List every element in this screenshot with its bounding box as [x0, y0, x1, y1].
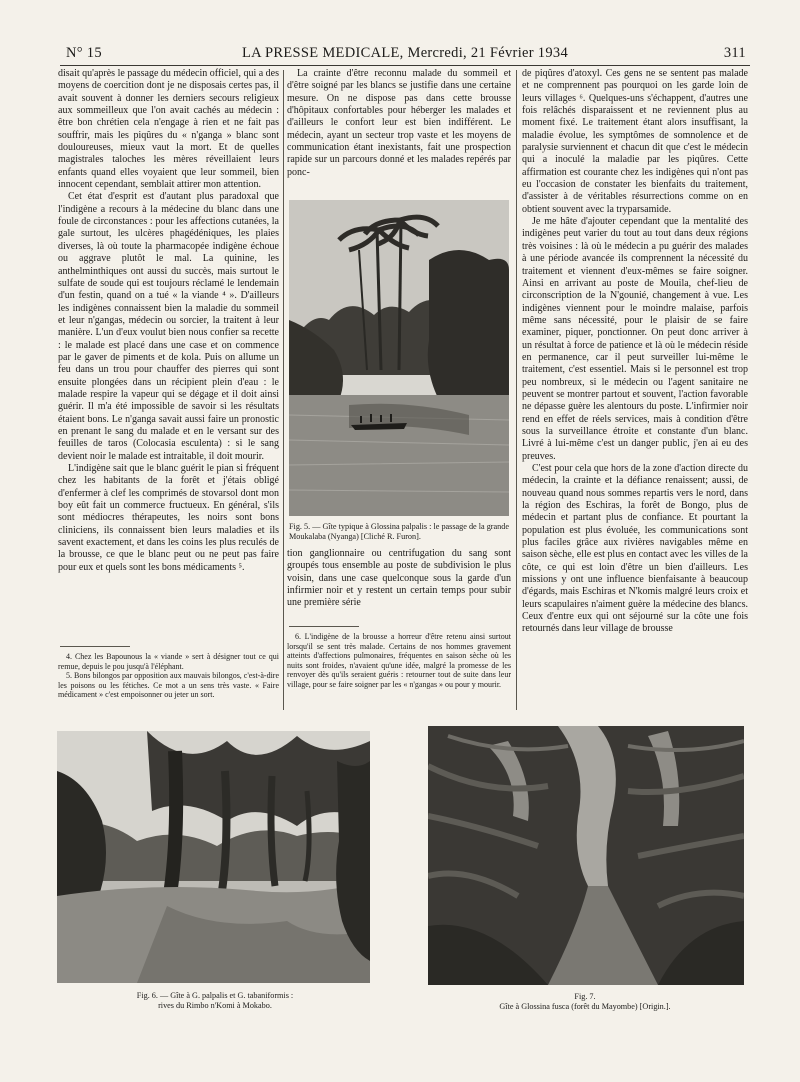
text-column-1 — [58, 68, 279, 574]
footnotes-column-1 — [58, 652, 279, 700]
figure-6-caption — [90, 991, 340, 1011]
riverbank-photo-image — [57, 731, 370, 983]
caption-line: Fig. 7. — [574, 992, 596, 1001]
forest-photo-image — [428, 726, 744, 985]
column-divider — [516, 70, 517, 710]
paragraph: L'indigène sait que le blanc guérit le pian si fréquent chez les habitants de la forêt et j'étais obligé d'enfermer à clef les comprimés de stovarsol dont mon boy eût fait un commerce fructueux. En général, s'ils sont médiocres thérapeutes, les noirs sont bons cliniciens, ils connaissent bien leurs maladies et ils savent exactement, et dans les coins les plus reculés de la brousse, ce que le blanc peut ou ne peut pas faire pour eux et quels sont les bons médicaments ⁵. — [58, 463, 279, 573]
paragraph: de piqûres d'atoxyl. Ces gens ne se sentent pas malade et ne comprennent pas pourquoi on les garde loin de leurs villages ⁶. Quelques-uns s'échappent, d'autres une fois relâchés disparaissent et ne reviennent plus au moment fixé. Le traitement étant alors insuffisant, la maladie évolue, les symptômes de somnolence et de paralysie surviennent et chacun dit que c'est le médecin qui a inoculé la maladie par les piqûres. Cette affirmation est courante chez les indigènes qui n'ont pas eu l'occasion de constater les bienfaits du traitement, d'assister à de véritables résurrections comme on en obtient souvent avec la tryparsamide. — [522, 68, 748, 215]
caption-line: Gîte à Glossina fusca (forêt du Mayombe) [Origin.]. — [499, 1002, 671, 1011]
paragraph: C'est pour cela que hors de la zone d'action directe du médecin, la crainte et la défiance renaissent; aussi, de nouveau quand nous sommes repartis vers le nord, dans la région des Eschiras, la forêt de Bongo, plus de médecin et partant plus de confiance. Et pourtant la population est plus évoluée, les communications sont plus faciles grâce aux rivières navigables même en saison sèche, elle est plus en contact avec les villes de la côte, ce qui est loin d'être un bien d'ailleurs. Les missions y ont une influence bienfaisante à beaucoup d'égards, mais Eschiras et N'komis malgré leurs croix et leurs scapulaires n'aiment guère la médecine des blancs. Ceux d'entre eux qui ont séjourné sur la côte une fois retournés dans leur village de brousse — [522, 463, 748, 635]
footnote-rule — [289, 626, 359, 627]
caption-line: Fig. 6. — Gîte à G. palpalis et G. tabaniformis : — [136, 991, 294, 1000]
caption-line: rives du Rimbo n'Komi à Mokabo. — [158, 1001, 272, 1010]
footnote: 5. Bons bilongos par opposition aux mauvais bilongos, c'est-à-dire les poisons ou les fétiches. Ce mot a un sens très vaste. « Faire médicament » c'est empoisonner ou jeter un sort. — [58, 671, 279, 700]
paragraph: disait qu'après le passage du médecin officiel, qui a des moyens de coercition dont je ne disposais certes pas, il avait souvent à donner les derniers secours religieux aux sommeilleux que l'on avait cachés au médecin : être bon chrétien cela n'engage à rien et ne fait pas souffrir, mais les piqûres du « n'ganga » blanc sont douloureuses, mieux vaut la mort. Et de quelles magistrales taloches les mères réveillaient leurs enfants quand elles voyaient que leur sommeil, bien innocent cependant, semblait attirer mon attention. — [58, 68, 279, 191]
text-column-2-bottom — [287, 548, 511, 610]
footnote-rule — [60, 646, 130, 647]
footnote: 4. Chez les Bapounous la « viande » sert à désigner tout ce qui remue, depuis le pou jusqu'à l'éléphant. — [58, 652, 279, 671]
text-column-3 — [522, 68, 748, 636]
figure-7-caption — [450, 992, 720, 1012]
text-column-2-top — [287, 68, 511, 179]
figure-5-caption: Fig. 5. — Gîte typique à Glossina palpalis : le passage de la grande Moukalaba (Nyanga) [Cliché R. Furon]. — [289, 522, 509, 541]
figure-5-river-photo — [289, 200, 509, 516]
river-photo-image — [289, 200, 509, 516]
page-header — [60, 44, 750, 66]
paragraph: Je me hâte d'ajouter cependant que la mentalité des indigènes peut varier du tout au tout dans deux régions très voisines : là où le médecin a pu guérir des malades à une période avancée ils comprennent la nécessité du traitement et viennent d'eux-mêmes se faire soigner. Ainsi en arrivant au poste de Mouila, chef-lieu de circonscription de la N'gounié, changement à vue. Les indigènes viennent pour le moindre malaise, parfois même sans nécessité, pour le plaisir de se faire examiner, piquer, ponctionner. On peut donc arriver à un résultat à force de patience et là où le médecin réside en permanence, car il peut surveiller lui-même le traitement, c'est essentiel. Mais si le personnel est trop peu nombreux, si le médecin ou l'agent sanitaire ne peuvent se montrer partout et souvent, l'action favorable ne dépasse guère les alentours du poste. L'infirmier noir rend en effet de réels services, mais à condition d'être sous la surveillance étroite et constante d'un blanc. Livré à lui-même c'est un danger public, j'en ai eu des preuves. — [522, 216, 748, 462]
column-divider — [283, 70, 284, 710]
journal-title: LA PRESSE MEDICALE, Mercredi, 21 Février 1934 — [241, 45, 569, 61]
paragraph: La crainte d'être reconnu malade du sommeil et d'être soigné par les blancs se justifie dans une certaine mesure. On ne dispose pas dans cette brousse d'hôpitaux confortables pour héberger les malades et d'ailleurs le confort leur est bien indifférent. Le médecin, ayant un secteur trop vaste et les moyens de communication étant inexistants, fait une prospection rapide sur un parcours donné et les malades repérés par ponc- — [287, 68, 511, 178]
page-number: 311 — [723, 45, 746, 61]
footnote: 6. L'indigène de la brousse a horreur d'être retenu ainsi surtout lorsqu'il se sent très malade. Certains de nos hommes gravement atteints d'affections pulmonaires, fréquentes en saison sèche où les nuits sont froides, n'avaient qu'une idée, malgré la promesse de les renvoyer dès qu'ils seraient guéris : retourner tout de suite dans leur village, pour se faire soigner par les « n'gangas » ou pour y mourir. — [287, 632, 511, 689]
figure-7-forest-photo — [428, 726, 744, 985]
paragraph: Cet état d'esprit est d'autant plus paradoxal que l'indigène a recours à la médecine du blanc dans une foule de circonstances : pour les affections cutanées, la gale surtout, les ulcères phagédéniques, les plaies diverses, là où toute la pharmacopée indigène échoue ou aggrave plutôt le mal. La quinine, les anthelminthiques ont aussi du succès, mais surtout le sulfate de soude qui est toujours réclamé le lendemain d'un festin, quand on a tué « la viande ⁴ ». D'ailleurs les indigènes connaissent bien la maladie du sommeil et leur n'gangas, médecin ou sorcier, la traitent à leur manière. L'un d'eux voulut bien nous confier sa recette : le malade est placé dans une case et on commence par le gaver de piments et de kola. Puis on allume un feu dans un trou pour chauffer des pierres qui sont ensuite plongées dans un récipient plein d'eau : le malade respire la vapeur qui se dégage et il doit ainsi guérir. Il m'a été impossible de savoir si les résultats étaient bons. Le n'ganga savait aussi faire un pronostic en prenant le sang du malade et en le versant sur des feuilles de taros (Colocasia esculenta) : si le sang devient noir le malade est intraitable, il doit mourir. — [58, 191, 279, 462]
paragraph: tion ganglionnaire ou centrifugation du sang sont groupés tous ensemble au poste de subdivision le plus voisin, dans une case quelconque sous la garde d'un infirmier noir et y restent un certain temps pour subir une première série — [287, 548, 511, 609]
issue-number: N° 15 — [66, 45, 102, 61]
footnotes-column-2 — [287, 632, 511, 690]
figure-6-riverbank-photo — [57, 731, 370, 983]
